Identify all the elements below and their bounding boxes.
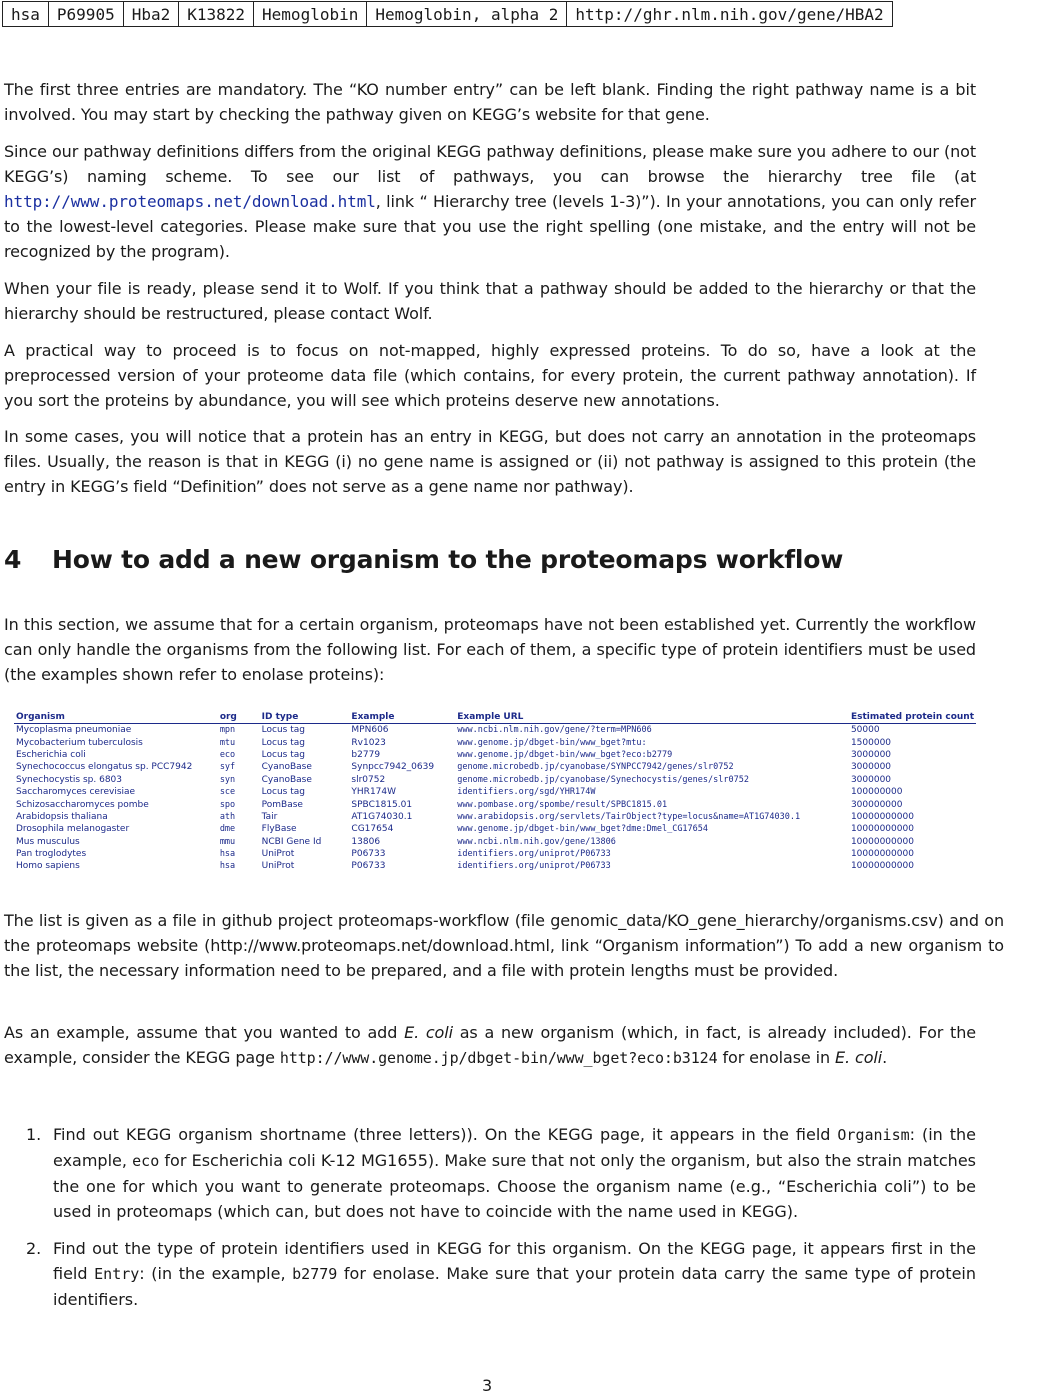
organism-table-header [14,711,976,724]
entry-cell-ko: K13822 [179,2,254,27]
table-row [14,724,976,737]
ecoli-example-text-c: for enolase in [717,1048,836,1067]
cell-id-type: Locus tag [261,787,305,798]
cell-protein-count: 10000000000 [850,811,914,822]
cell-example: P06733 [351,861,386,872]
cell-id-type: Locus tag [261,737,305,748]
cell-example: Rv1023 [351,737,386,748]
step-text-a: Find out KEGG organism shortname (three letters)). On the KEGG page, it appears in the field [53,1125,838,1144]
cell-example: b2779 [351,749,381,760]
step-text-c: for Escherichia coli K-12 MG1655). Make sure that not only the organism, but also the strain matches the one for which you want to generate proteomaps. Choose the organism name (e.g., “Escherichia coli”) to be used in proteomaps (which can, but does not have to coincide with the name used in KEGG). [53,1151,977,1221]
cell-example-url: www.genome.jp/dbget-bin/www_bget?mtu: [457,737,647,748]
ecoli-example-text-a: As an example, assume that you wanted to add [4,1023,405,1042]
cell-org-code: dme [219,824,236,835]
col-id-type: ID type [260,711,350,724]
table-row [14,761,976,773]
cell-example-url: www.genome.jp/dbget-bin/www_bget?dme:Dmel_CG17654 [457,824,709,835]
cell-example: YHR174W [351,787,397,798]
cell-organism: Mus musculus [16,836,80,847]
cell-id-type: NCBI Gene Id [261,836,322,847]
cell-org-code: ath [219,811,236,822]
entry-cell-gene: Hba2 [123,2,179,27]
section-heading [4,545,843,574]
step-text-b: : (in the example, [139,1264,293,1283]
entry-cell-description: Hemoglobin, alpha 2 [367,2,567,27]
cell-example-url: www.genome.jp/dbget-bin/www_bget?eco:b2779 [457,749,673,760]
cell-example: slr0752 [351,774,386,785]
cell-id-type: FlyBase [261,824,297,835]
cell-organism: Pan troglodytes [16,849,87,860]
cell-protein-count: 300000000 [850,799,903,810]
cell-protein-count: 50000 [850,725,880,736]
cell-organism: Escherichia coli [16,749,86,760]
step-code-entry: Entry [94,1265,140,1283]
cell-example: SPBC1815.01 [351,799,413,810]
cell-id-type: UniProt [261,849,295,860]
ecoli-emphasis-2: E. coli [835,1048,883,1067]
cell-example: MPN606 [351,725,389,736]
cell-org-code: mmu [219,836,236,847]
cell-organism: Synechococcus elongatus sp. PCC7942 [16,762,193,773]
cell-id-type: Locus tag [261,749,305,760]
paragraph-kegg-entry: In some cases, you will notice that a protein has an entry in KEGG, but does not carry an annotation in the proteomaps files. Usually, the reason is that in KEGG (i) no gene name is assigned or (ii) not pathway is assigned to this protein (the entry in KEGG’s field “Definition” does not serve as a gene name nor pathway). [4,427,976,496]
step-code-organism: Organism [837,1126,910,1144]
cell-protein-count: 10000000000 [850,861,914,872]
paragraph-naming-scheme-text-a: Since our pathway definitions differs from the original KEGG pathway definitions, please make sure you adhere to our (not KEGG’s) naming scheme. To see our list of pathways, you can browse the hierarchy tree file (at [4,142,976,186]
section-number: 4 [4,545,22,574]
step-item [4,1122,976,1224]
cell-protein-count: 3000000 [850,762,892,773]
section-title: How to add a new organism to the proteomaps workflow [52,545,844,574]
cell-example-url: genome.microbedb.jp/cyanobase/SYNPCC7942/genes/slr0752 [457,762,734,773]
organism-table [14,711,976,873]
paragraph-naming-scheme-text-b: , link “ Hierarchy tree (levels 1-3)”). In your annotations, you can only refer to the lowest-level categories. Please make sure that you use the right spelling (one mistake, and the entry will not be recognized by the program). [4,192,976,261]
col-example: Example [349,711,455,724]
paragraph-organism-list-file: The list is given as a file in github project proteomaps-workflow (file genomic_data/KO_gene_hierarchy/organisms.csv) and on the proteomaps website (http://www.proteomaps.net/download.html, link “Organism information”) To add a new organism to the list, the necessary information need to be prepared, and a file with protein lengths must be provided. [4,911,1004,980]
cell-protein-count: 10000000000 [850,849,914,860]
page-number: 3 [482,1376,493,1395]
cell-org-code: syn [219,774,236,785]
cell-id-type: CyanoBase [261,774,312,785]
cell-example-url: genome.microbedb.jp/cyanobase/Synechocystis/genes/slr0752 [457,774,749,785]
cell-protein-count: 10000000000 [850,836,914,847]
cell-example: CG17654 [351,824,394,835]
ecoli-emphasis-1: E. coli [404,1023,453,1042]
paragraph-section-intro: In this section, we assume that for a certain organism, proteomaps have not been established yet. Currently the workflow can only handle the organisms from the following list. For each of them, a specific type of protein identifiers must be used (the examples shown refer to enolase proteins): [4,615,976,684]
download-link[interactable]: http://www.proteomaps.net/download.html [4,192,376,211]
cell-organism: Saccharomyces cerevisiae [16,787,136,798]
entry-cell-pathway: Hemoglobin [254,2,367,27]
paragraph-mandatory-entries: The first three entries are mandatory. The “KO number entry” can be left blank. Finding the right pathway name is a bit involved. You may start by checking the pathway given on KEGG’s website for that gene. [4,80,976,124]
cell-example-url: identifiers.org/uniprot/P06733 [457,861,611,872]
table-row [14,736,976,748]
cell-org-code: mtu [219,737,236,748]
cell-org-code: hsa [219,849,236,860]
cell-id-type: Tair [261,811,278,822]
table-row [14,774,976,786]
cell-protein-count: 3000000 [850,749,892,760]
paragraph-send-file: When your file is ready, please send it to Wolf. If you think that a pathway should be added to the hierarchy or that the hierarchy should be restructured, please contact Wolf. [4,279,976,323]
entry-cell-uniprot: P69905 [48,2,123,27]
cell-protein-count: 10000000000 [850,824,914,835]
col-example-url: Example URL [455,711,849,724]
cell-example: AT1G74030.1 [351,811,413,822]
cell-protein-count: 100000000 [850,787,903,798]
cell-example: Synpcc7942_0639 [351,762,435,773]
cell-org-code: sce [219,787,236,798]
paragraph-naming-scheme [4,139,976,264]
cell-organism: Synechocystis sp. 6803 [16,774,123,785]
cell-example: 13806 [351,836,381,847]
cell-example-url: www.pombase.org/spombe/result/SPBC1815.01 [457,799,668,810]
table-row [14,860,976,872]
col-organism: Organism [14,711,218,724]
gene-entry-row [2,1,893,27]
cell-protein-count: 1500000 [850,737,892,748]
cell-example-url: www.ncbi.nlm.nih.gov/gene/?term=MPN606 [457,725,652,736]
cell-organism: Drosophila melanogaster [16,824,130,835]
step-number: 2. [26,1239,42,1258]
cell-organism: Mycobacterium tuberculosis [16,737,143,748]
cell-protein-count: 3000000 [850,774,892,785]
cell-organism: Arabidopsis thaliana [16,811,108,822]
entry-cell-url: http://ghr.nlm.nih.gov/gene/HBA2 [567,2,892,27]
kegg-page-url: http://www.genome.jp/dbget-bin/www_bget?eco:b3124 [279,1049,718,1067]
table-row [14,749,976,761]
cell-org-code: syf [219,762,236,773]
steps-list [4,1122,976,1324]
cell-example-url: identifiers.org/uniprot/P06733 [457,849,611,860]
step-item [4,1236,976,1312]
paragraph-practical-way: A practical way to proceed is to focus on not-mapped, highly expressed proteins. To do so, have a look at the preprocessed version of your proteome data file (which contains, for every protein, the current pathway annotation). If you sort the proteins by abundance, you will see which proteins deserve new annotations. [4,341,976,410]
cell-org-code: hsa [219,861,236,872]
table-row [14,811,976,823]
step-text-b: : (in the example, [53,1125,976,1170]
step-code-eco: eco [132,1152,160,1170]
cell-id-type: PomBase [261,799,303,810]
cell-example: P06733 [351,849,386,860]
step-code-b2779: b2779 [292,1265,338,1283]
cell-id-type: CyanoBase [261,762,312,773]
ecoli-example-text-b: as a new organism (which, in fact, is already included). For the example, consider the KEGG page [4,1023,976,1067]
table-row [14,836,976,848]
step-text-a: Find out the type of protein identifiers used in KEGG for this organism. On the KEGG page, it appears first in the field [53,1239,976,1283]
cell-example-url: www.arabidopsis.org/servlets/TairObject?type=locus&name=AT1G74030.1 [457,811,801,822]
table-row [14,848,976,860]
entry-cell-org: hsa [3,2,49,27]
col-protein-count: Estimated protein count [850,712,974,722]
cell-example-url: identifiers.org/sgd/YHR174W [457,787,596,798]
table-row [14,798,976,810]
cell-organism: Schizosaccharomyces pombe [16,799,149,810]
step-number: 1. [26,1125,42,1144]
step-text-c: for enolase. Make sure that your protein data carry the same type of protein identifiers. [53,1264,976,1309]
cell-org-code: mpn [219,725,236,736]
cell-id-type: Locus tag [261,725,305,736]
paragraph-ecoli-example [4,1020,976,1071]
table-row [14,786,976,798]
ecoli-example-text-d: . [882,1048,888,1067]
cell-organism: Mycoplasma pneumoniae [16,725,132,736]
cell-id-type: UniProt [261,861,295,872]
cell-org-code: eco [219,749,236,760]
col-org: org [218,711,260,724]
cell-org-code: spo [219,799,236,810]
cell-organism: Homo sapiens [16,861,80,872]
table-row [14,823,976,835]
cell-example-url: www.ncbi.nlm.nih.gov/gene/13806 [457,836,616,847]
